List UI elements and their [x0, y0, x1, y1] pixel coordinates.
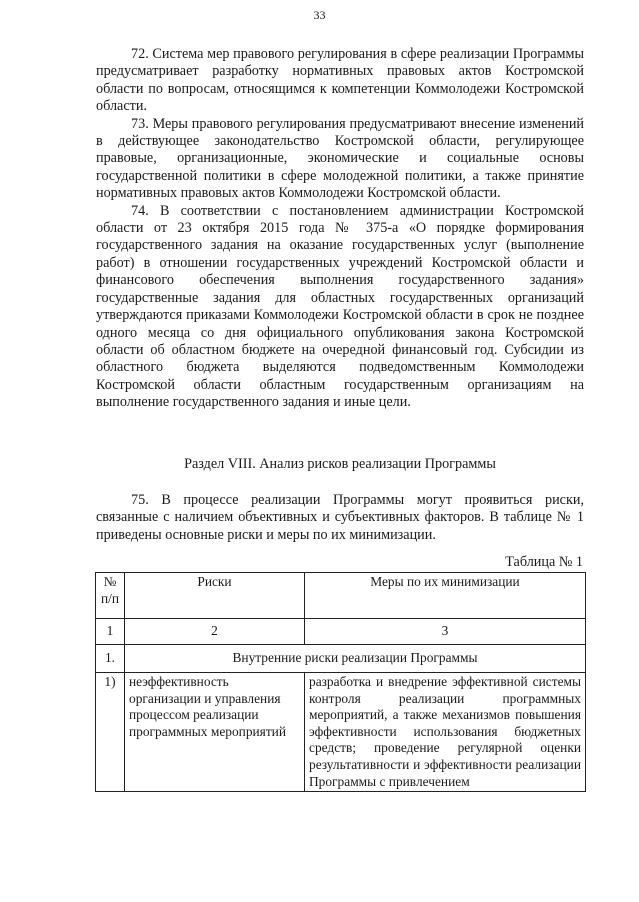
- paragraph-72: 72. Система мер правового регулирования в сфере реализации Программы предусматривает разработку нормативных правовых актов Костромской области по вопросам, относящимся к компетенции Коммолодежи Костромской области.: [96, 46, 584, 115]
- paragraph-75: 75. В процессе реализации Программы могут проявиться риски, связанные с наличием объективных и субъективных факторов. В таблице № 1 приведены основные риски и меры по их минимизации.: [96, 492, 584, 543]
- group-title: Внутренние риски реализации Программы: [125, 645, 586, 673]
- body-text: [96, 46, 584, 412]
- row-measures: разработка и внедрение эффективной системы контроля реализации программных мероприятий, а также механизмов повышения эффективности использования бюджетных средств; проведение регулярной оценки результативности и эффективности реализации Программы с привлечением: [305, 673, 586, 792]
- header-risks: Риски: [125, 573, 305, 619]
- paragraph-73: 73. Меры правового регулирования предусматривают внесение изменений в действующее законодательство Костромской области, регулирующее правовые, организационные, экономические и социальные основы государственной политики в сфере молодежной политики, а также принятие нормативных правовых актов Коммолодежи Костромской области.: [96, 115, 584, 202]
- header-measures: Меры по их минимизации: [305, 573, 586, 619]
- paragraph-74: 74. В соответствии с постановлением администрации Костромской области от 23 октября 2015 года № 375-а «О порядке формирования государственного задания на оказание государственных услуг (выполнение работ) в отношении государственных учреждений Костромской области и финансового обеспечения выполнения государственного задания» государственные задания для областных государственных организаций утверждаются приказами Коммолодежи Костромской области в срок не позднее одного месяца со дня официального опубликования закона Костромской области об областном бюджете на очередной финансовый год. Субсидии из областного бюджета выделяются подведомственным Коммолодежи Костромской области областным государственным организациям на выполнение государственного задания и иные цели.: [96, 202, 584, 411]
- table-index-row: [96, 619, 586, 645]
- risk-table: [95, 572, 586, 792]
- index-col-3: 3: [305, 619, 586, 645]
- table-header-row: [96, 573, 586, 619]
- section-title: Раздел VIII. Анализ рисков реализации Программы: [184, 456, 496, 472]
- page-number: 33: [313, 8, 326, 22]
- row-risk: неэффективность организации и управления процессом реализации программных мероприятий: [125, 673, 305, 792]
- header-num: № п/п: [96, 573, 125, 619]
- table-caption: Таблица № 1: [505, 554, 583, 570]
- intro-text: [96, 492, 584, 544]
- index-col-2: 2: [125, 619, 305, 645]
- row-num: 1): [96, 673, 125, 792]
- table-group-row: [96, 645, 586, 673]
- table-row: [96, 673, 586, 792]
- index-col-1: 1: [96, 619, 125, 645]
- group-num: 1.: [96, 645, 125, 673]
